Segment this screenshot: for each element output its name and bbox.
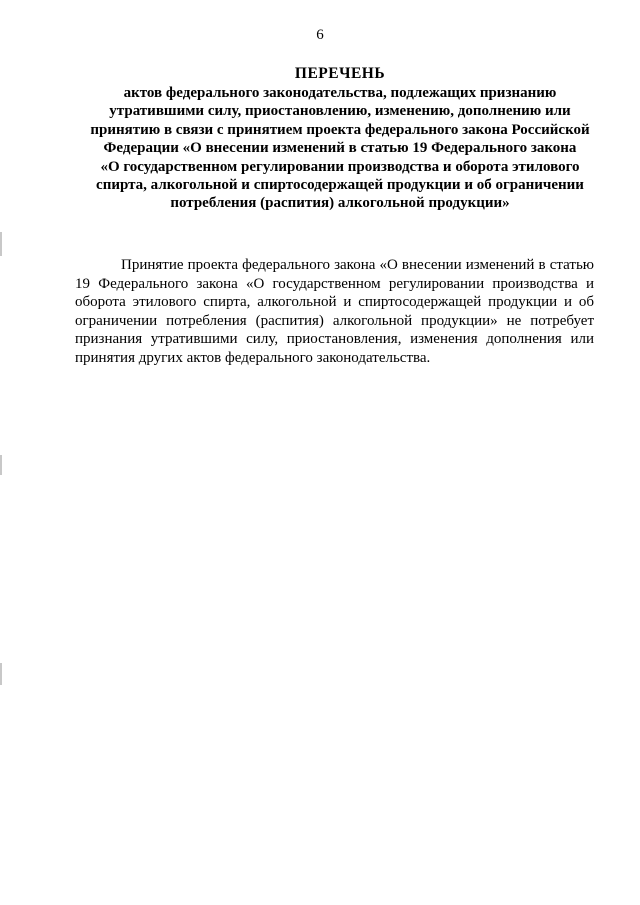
scan-edge-mark: [0, 232, 2, 256]
scan-edge-mark: [0, 663, 2, 685]
scan-edge-mark: [0, 455, 2, 475]
heading-line: актов федерального законодательства, подлежащих признанию: [123, 85, 557, 101]
page-number: 6: [316, 27, 324, 43]
body-paragraph: [75, 256, 594, 368]
body-line: оборота этилового спирта, алкогольной и спиртосодержащей продукции и об: [75, 294, 594, 311]
heading-line: принятию в связи с принятием проекта федерального закона Российской: [90, 121, 590, 138]
body-line: 19 Федерального закона «О государственном регулировании производства и: [75, 275, 594, 292]
heading-line: утратившими силу, приостановлению, изменению, дополнению или: [109, 103, 571, 120]
body-line: признания утратившими силу, приостановления, изменения дополнения или: [75, 331, 594, 348]
heading-line: Федерации «О внесении изменений в статью 19 Федерального закона: [103, 140, 577, 157]
heading-line: спирта, алкогольной и спиртосодержащей продукции и об ограничении: [96, 177, 584, 194]
heading-title: ПЕРЕЧЕНЬ: [294, 65, 386, 82]
body-line: Принятие проекта федерального закона «О внесении изменений в статью: [121, 257, 594, 273]
heading-line: «О государственном регулировании производства и оборота этилового: [100, 158, 580, 175]
body-line: принятия других актов федерального законодательства.: [75, 349, 431, 366]
body-line: ограничении потребления (распития) алкогольной продукции» не потребует: [75, 312, 594, 329]
document-heading: [60, 64, 620, 213]
heading-line: потребления (распития) алкогольной продукции»: [170, 195, 510, 212]
